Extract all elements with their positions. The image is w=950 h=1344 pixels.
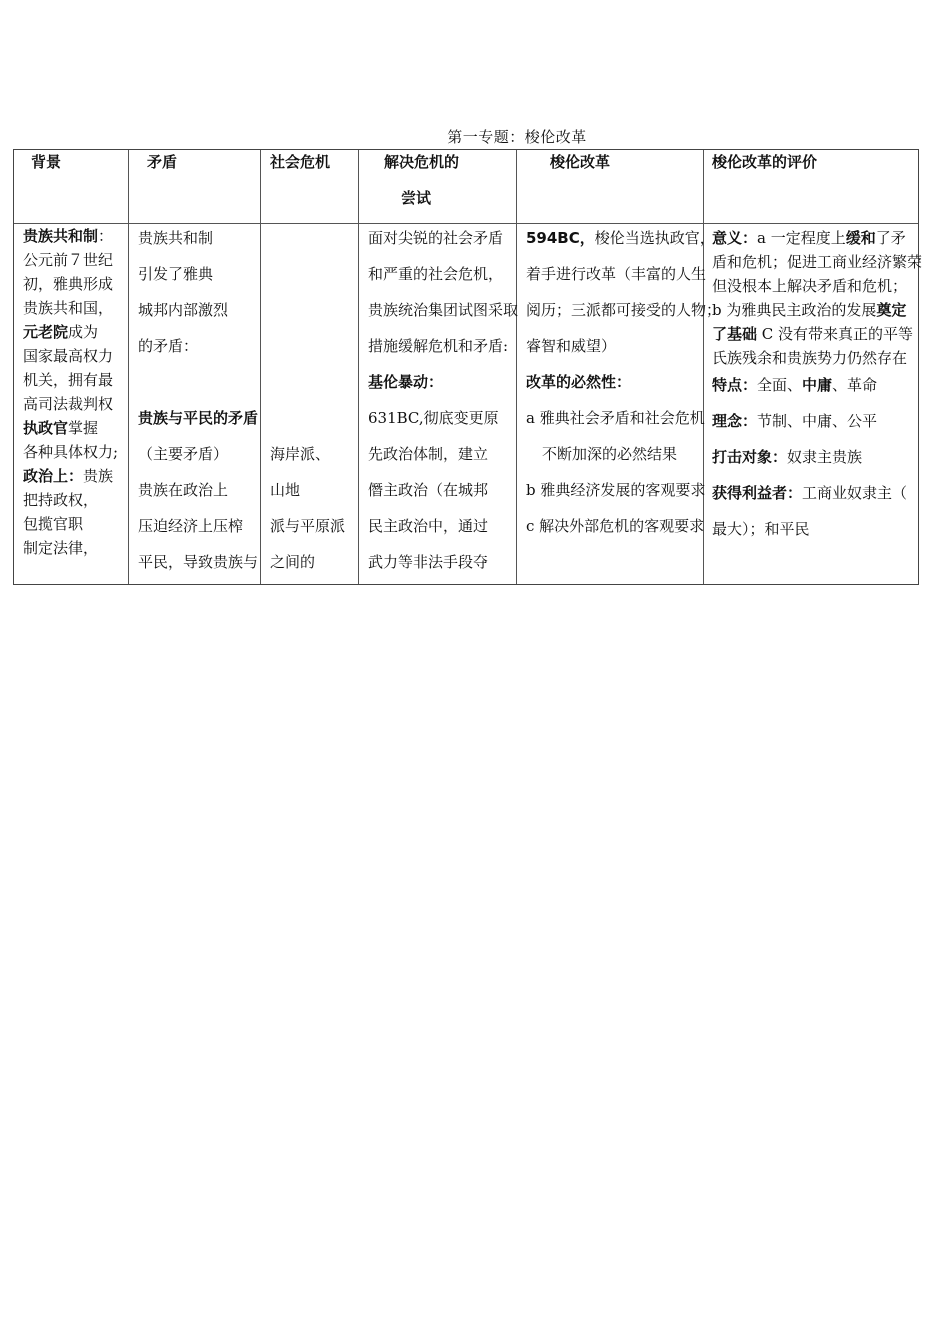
main-conflict: 贵族与平民的矛盾 [138, 409, 259, 427]
reform-heading: 改革的必然性： [526, 373, 632, 391]
header-attempt-line1: 解决危机的 [384, 153, 460, 171]
header-reform: 梭伦改革 [550, 153, 611, 171]
header-attempt-line2: 尝试 [401, 189, 432, 207]
header-conflict: 矛盾 [147, 153, 178, 171]
column-divider [260, 150, 261, 584]
header-crisis: 社会危机 [270, 153, 331, 171]
column-divider [358, 150, 359, 584]
attempt-cell: 面对尖锐的社会矛盾 和严重的社会危机， 贵族统治集团试图采取 措施缓解危机和矛盾: 基伦暴动： 631BC,彻底变更原 先政治体制，建立 僭主政治（在城邦 民主政治中，通过 武力等非法手段夺 [368, 229, 519, 571]
background-term: 政治上： [23, 467, 84, 485]
reform-year: 594BC， [526, 229, 595, 247]
reform-table [13, 149, 923, 585]
column-divider [128, 150, 129, 584]
evaluation-cell: 意义：a 一定程度上缓和了矛 盾和危机；促进工商业经济繁荣 但没根本上解决矛盾和危机； b 为雅典民主政治的发展奠定 了基础 C 没有带来真正的平等 氏族残余和贵族势力仍然存在 特点：全面、中庸、革命 理念：节制、中庸、公平 打击对象：奴隶主贵族 获得利益者：工商业奴隶主（ 最大）；和平民 [712, 229, 923, 538]
crisis-cell: 海岸派、 山地 派与平原派 之间的 [270, 445, 346, 571]
header-attempt [384, 144, 459, 216]
attempt-heading: 基伦暴动： [368, 373, 444, 391]
background-term: 元老院 [23, 323, 69, 341]
background-term: 执政官 [23, 419, 69, 437]
background-term: 贵族共和制 [23, 227, 99, 245]
header-background: 背景 [31, 153, 62, 171]
reform-cell: 594BC，梭伦当选执政官， 着手进行改革（丰富的人生 阅历；三派都可接受的人物； 睿智和威望） 改革的必然性： a 雅典社会矛盾和社会危机 不断加深的必然结果 b 雅典经济发展的客观要求 c 解决外部危机的客观要求 [526, 229, 722, 535]
background-cell: 贵族共和制： 公元前７世纪 初，雅典形成 贵族共和国， 元老院成为 国家最高权力 机关，拥有最 高司法裁判权 执政官掌握 各种具体权力; 政治上：贵族 把持政权， 包揽官职 制定法律， [23, 227, 119, 557]
conflict-cell: 贵族共和制 引发了雅典 城邦内部激烈 的矛盾： 贵族与平民的矛盾 （主要矛盾） 贵族在政治上 压迫经济上压榨 平民，导致贵族与 [138, 229, 259, 571]
page-title: 第一专题：梭伦改革 [447, 128, 587, 146]
header-evaluation: 梭伦改革的评价 [712, 153, 818, 171]
